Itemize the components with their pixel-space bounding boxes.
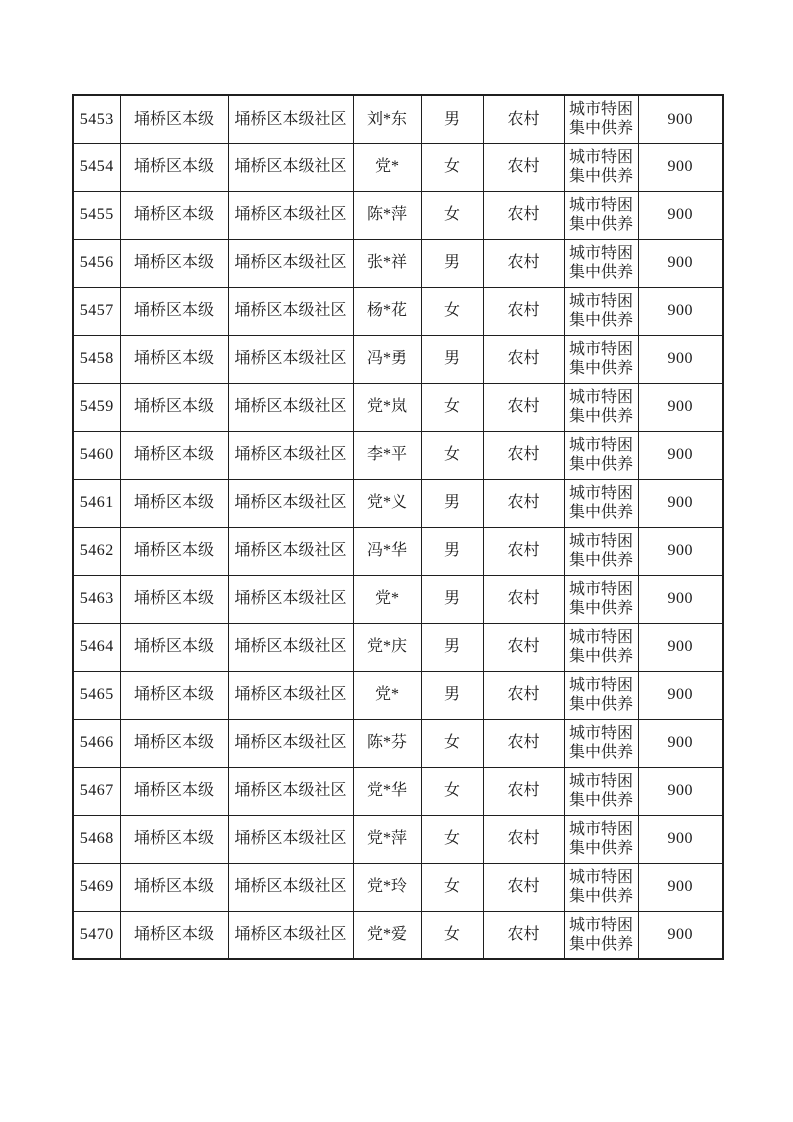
cell-community: 埇桥区本级社区 bbox=[228, 671, 353, 719]
cell-region-category: 农村 bbox=[483, 95, 564, 143]
cell-amount: 900 bbox=[638, 239, 723, 287]
cell-support-type: 城市特困集中供养 bbox=[564, 479, 638, 527]
cell-gender: 男 bbox=[421, 575, 483, 623]
cell-amount: 900 bbox=[638, 575, 723, 623]
cell-person-name: 陈*芬 bbox=[353, 719, 421, 767]
cell-person-name: 党* bbox=[353, 575, 421, 623]
cell-region-category: 农村 bbox=[483, 239, 564, 287]
cell-support-type: 城市特困集中供养 bbox=[564, 815, 638, 863]
cell-region-category: 农村 bbox=[483, 383, 564, 431]
cell-district: 埇桥区本级 bbox=[120, 767, 228, 815]
cell-support-type: 城市特困集中供养 bbox=[564, 575, 638, 623]
cell-gender: 男 bbox=[421, 335, 483, 383]
cell-district: 埇桥区本级 bbox=[120, 143, 228, 191]
cell-person-name: 党*玲 bbox=[353, 863, 421, 911]
cell-gender: 女 bbox=[421, 719, 483, 767]
cell-region-category: 农村 bbox=[483, 815, 564, 863]
cell-amount: 900 bbox=[638, 527, 723, 575]
cell-region-category: 农村 bbox=[483, 191, 564, 239]
cell-person-name: 张*祥 bbox=[353, 239, 421, 287]
table-row bbox=[73, 191, 723, 239]
cell-person-name: 党* bbox=[353, 143, 421, 191]
cell-serial-number: 5453 bbox=[73, 95, 120, 143]
cell-gender: 女 bbox=[421, 863, 483, 911]
cell-district: 埇桥区本级 bbox=[120, 287, 228, 335]
cell-community: 埇桥区本级社区 bbox=[228, 479, 353, 527]
cell-gender: 男 bbox=[421, 479, 483, 527]
cell-amount: 900 bbox=[638, 623, 723, 671]
cell-amount: 900 bbox=[638, 335, 723, 383]
cell-district: 埇桥区本级 bbox=[120, 815, 228, 863]
cell-serial-number: 5458 bbox=[73, 335, 120, 383]
cell-amount: 900 bbox=[638, 719, 723, 767]
cell-person-name: 李*平 bbox=[353, 431, 421, 479]
cell-support-type: 城市特困集中供养 bbox=[564, 287, 638, 335]
table-row bbox=[73, 143, 723, 191]
cell-gender: 女 bbox=[421, 767, 483, 815]
cell-region-category: 农村 bbox=[483, 431, 564, 479]
cell-district: 埇桥区本级 bbox=[120, 527, 228, 575]
cell-community: 埇桥区本级社区 bbox=[228, 767, 353, 815]
cell-support-type: 城市特困集中供养 bbox=[564, 239, 638, 287]
table-row bbox=[73, 671, 723, 719]
cell-community: 埇桥区本级社区 bbox=[228, 191, 353, 239]
cell-community: 埇桥区本级社区 bbox=[228, 431, 353, 479]
cell-gender: 男 bbox=[421, 95, 483, 143]
cell-serial-number: 5467 bbox=[73, 767, 120, 815]
cell-person-name: 杨*花 bbox=[353, 287, 421, 335]
cell-person-name: 党*华 bbox=[353, 767, 421, 815]
cell-community: 埇桥区本级社区 bbox=[228, 911, 353, 959]
cell-support-type: 城市特困集中供养 bbox=[564, 719, 638, 767]
cell-serial-number: 5454 bbox=[73, 143, 120, 191]
cell-serial-number: 5463 bbox=[73, 575, 120, 623]
cell-support-type: 城市特困集中供养 bbox=[564, 335, 638, 383]
cell-amount: 900 bbox=[638, 767, 723, 815]
cell-region-category: 农村 bbox=[483, 623, 564, 671]
table-row bbox=[73, 863, 723, 911]
table-row bbox=[73, 575, 723, 623]
cell-community: 埇桥区本级社区 bbox=[228, 623, 353, 671]
cell-community: 埇桥区本级社区 bbox=[228, 575, 353, 623]
table-row bbox=[73, 431, 723, 479]
cell-serial-number: 5462 bbox=[73, 527, 120, 575]
welfare-roster-table bbox=[72, 94, 724, 960]
cell-region-category: 农村 bbox=[483, 143, 564, 191]
cell-community: 埇桥区本级社区 bbox=[228, 527, 353, 575]
cell-district: 埇桥区本级 bbox=[120, 335, 228, 383]
cell-district: 埇桥区本级 bbox=[120, 479, 228, 527]
cell-district: 埇桥区本级 bbox=[120, 575, 228, 623]
cell-gender: 女 bbox=[421, 143, 483, 191]
cell-amount: 900 bbox=[638, 287, 723, 335]
table-row bbox=[73, 95, 723, 143]
cell-person-name: 陈*萍 bbox=[353, 191, 421, 239]
cell-region-category: 农村 bbox=[483, 911, 564, 959]
cell-serial-number: 5466 bbox=[73, 719, 120, 767]
table-row bbox=[73, 335, 723, 383]
table-row bbox=[73, 383, 723, 431]
table-row bbox=[73, 911, 723, 959]
cell-region-category: 农村 bbox=[483, 767, 564, 815]
cell-serial-number: 5465 bbox=[73, 671, 120, 719]
cell-community: 埇桥区本级社区 bbox=[228, 239, 353, 287]
cell-support-type: 城市特困集中供养 bbox=[564, 143, 638, 191]
cell-support-type: 城市特困集中供养 bbox=[564, 767, 638, 815]
cell-support-type: 城市特困集中供养 bbox=[564, 623, 638, 671]
cell-community: 埇桥区本级社区 bbox=[228, 719, 353, 767]
cell-district: 埇桥区本级 bbox=[120, 431, 228, 479]
cell-person-name: 党*爱 bbox=[353, 911, 421, 959]
cell-region-category: 农村 bbox=[483, 479, 564, 527]
cell-gender: 女 bbox=[421, 191, 483, 239]
cell-serial-number: 5469 bbox=[73, 863, 120, 911]
cell-region-category: 农村 bbox=[483, 287, 564, 335]
cell-support-type: 城市特困集中供养 bbox=[564, 383, 638, 431]
table-body bbox=[73, 95, 723, 959]
cell-district: 埇桥区本级 bbox=[120, 95, 228, 143]
cell-gender: 男 bbox=[421, 527, 483, 575]
cell-community: 埇桥区本级社区 bbox=[228, 143, 353, 191]
table-row bbox=[73, 623, 723, 671]
cell-district: 埇桥区本级 bbox=[120, 671, 228, 719]
cell-region-category: 农村 bbox=[483, 527, 564, 575]
cell-district: 埇桥区本级 bbox=[120, 719, 228, 767]
cell-person-name: 刘*东 bbox=[353, 95, 421, 143]
cell-amount: 900 bbox=[638, 863, 723, 911]
cell-community: 埇桥区本级社区 bbox=[228, 863, 353, 911]
cell-gender: 女 bbox=[421, 815, 483, 863]
cell-region-category: 农村 bbox=[483, 575, 564, 623]
cell-amount: 900 bbox=[638, 815, 723, 863]
cell-person-name: 党*庆 bbox=[353, 623, 421, 671]
cell-amount: 900 bbox=[638, 431, 723, 479]
cell-community: 埇桥区本级社区 bbox=[228, 287, 353, 335]
cell-serial-number: 5455 bbox=[73, 191, 120, 239]
cell-region-category: 农村 bbox=[483, 719, 564, 767]
cell-community: 埇桥区本级社区 bbox=[228, 815, 353, 863]
cell-region-category: 农村 bbox=[483, 335, 564, 383]
cell-gender: 男 bbox=[421, 623, 483, 671]
table-row bbox=[73, 287, 723, 335]
cell-district: 埇桥区本级 bbox=[120, 863, 228, 911]
cell-district: 埇桥区本级 bbox=[120, 911, 228, 959]
cell-amount: 900 bbox=[638, 191, 723, 239]
cell-community: 埇桥区本级社区 bbox=[228, 383, 353, 431]
table-row bbox=[73, 479, 723, 527]
cell-gender: 男 bbox=[421, 239, 483, 287]
cell-support-type: 城市特困集中供养 bbox=[564, 863, 638, 911]
cell-person-name: 党* bbox=[353, 671, 421, 719]
cell-serial-number: 5456 bbox=[73, 239, 120, 287]
table-row bbox=[73, 527, 723, 575]
table-row bbox=[73, 239, 723, 287]
cell-community: 埇桥区本级社区 bbox=[228, 95, 353, 143]
table-row bbox=[73, 719, 723, 767]
cell-serial-number: 5460 bbox=[73, 431, 120, 479]
cell-gender: 女 bbox=[421, 911, 483, 959]
cell-support-type: 城市特困集中供养 bbox=[564, 431, 638, 479]
table-row bbox=[73, 767, 723, 815]
cell-support-type: 城市特困集中供养 bbox=[564, 191, 638, 239]
cell-serial-number: 5459 bbox=[73, 383, 120, 431]
cell-district: 埇桥区本级 bbox=[120, 239, 228, 287]
cell-gender: 男 bbox=[421, 671, 483, 719]
cell-region-category: 农村 bbox=[483, 863, 564, 911]
cell-serial-number: 5470 bbox=[73, 911, 120, 959]
cell-support-type: 城市特困集中供养 bbox=[564, 671, 638, 719]
cell-serial-number: 5457 bbox=[73, 287, 120, 335]
cell-gender: 女 bbox=[421, 383, 483, 431]
cell-amount: 900 bbox=[638, 479, 723, 527]
cell-serial-number: 5464 bbox=[73, 623, 120, 671]
cell-gender: 女 bbox=[421, 431, 483, 479]
cell-person-name: 党*萍 bbox=[353, 815, 421, 863]
cell-amount: 900 bbox=[638, 95, 723, 143]
cell-person-name: 党*岚 bbox=[353, 383, 421, 431]
cell-district: 埇桥区本级 bbox=[120, 191, 228, 239]
cell-support-type: 城市特困集中供养 bbox=[564, 527, 638, 575]
cell-support-type: 城市特困集中供养 bbox=[564, 95, 638, 143]
cell-person-name: 冯*华 bbox=[353, 527, 421, 575]
cell-support-type: 城市特困集中供养 bbox=[564, 911, 638, 959]
cell-serial-number: 5461 bbox=[73, 479, 120, 527]
cell-person-name: 党*义 bbox=[353, 479, 421, 527]
cell-amount: 900 bbox=[638, 671, 723, 719]
cell-person-name: 冯*勇 bbox=[353, 335, 421, 383]
cell-district: 埇桥区本级 bbox=[120, 623, 228, 671]
table-row bbox=[73, 815, 723, 863]
cell-amount: 900 bbox=[638, 143, 723, 191]
cell-community: 埇桥区本级社区 bbox=[228, 335, 353, 383]
cell-serial-number: 5468 bbox=[73, 815, 120, 863]
cell-region-category: 农村 bbox=[483, 671, 564, 719]
cell-district: 埇桥区本级 bbox=[120, 383, 228, 431]
cell-amount: 900 bbox=[638, 383, 723, 431]
cell-amount: 900 bbox=[638, 911, 723, 959]
cell-gender: 女 bbox=[421, 287, 483, 335]
